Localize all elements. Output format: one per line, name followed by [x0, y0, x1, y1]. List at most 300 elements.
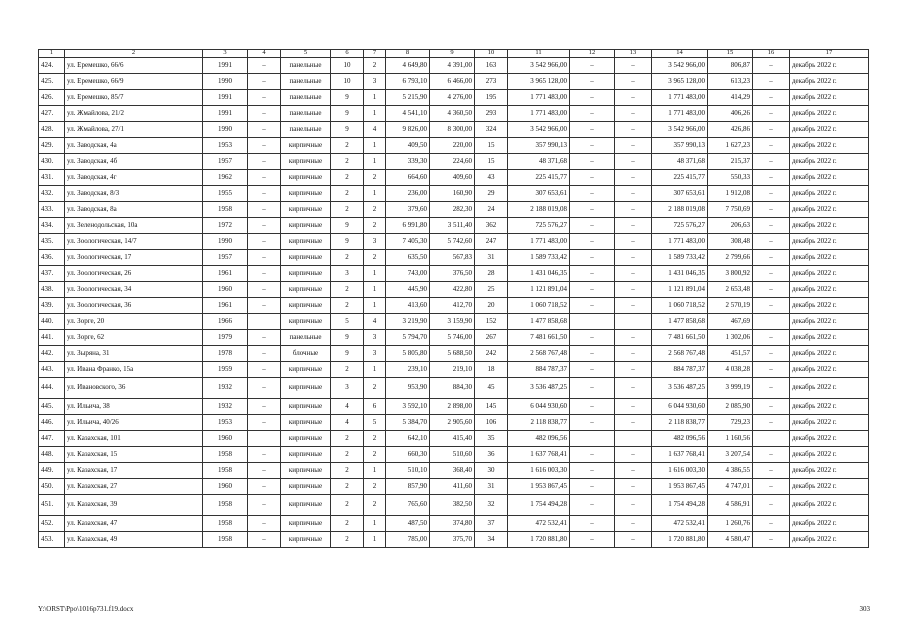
total-cost-cell: 1 771 483,00 — [508, 106, 570, 122]
year-built-cell: 1991 — [203, 58, 248, 74]
address-cell: ул. Зоологическая, 36 — [65, 298, 203, 314]
cost-per-sqm-cell: 3 800,92 — [708, 266, 753, 282]
residents-cell: 28 — [475, 266, 508, 282]
year-built-cell: 1958 — [203, 495, 248, 516]
residents-cell: 20 — [475, 298, 508, 314]
year-renovated-cell: – — [248, 58, 281, 74]
fund-cost-cell — [570, 314, 615, 330]
wall-material-cell: кирпичные — [281, 202, 331, 218]
deadline-cell: декабрь 2022 г. — [790, 250, 869, 266]
total-area-cell: 785,00 — [386, 532, 430, 548]
wall-material-cell: кирпичные — [281, 415, 331, 431]
address-cell: ул. Ильича, 40/26 — [65, 415, 203, 431]
table-row — [39, 122, 869, 138]
extra-cost-cell: – — [753, 495, 790, 516]
budget-cost-cell: – — [615, 298, 652, 314]
floors-cell: 2 — [331, 516, 364, 532]
column-number-header: 9 — [430, 50, 475, 58]
extra-cost-cell: – — [753, 346, 790, 362]
total-cost-cell: 3 542 966,00 — [508, 122, 570, 138]
address-cell: ул. Еремешко, 85/7 — [65, 90, 203, 106]
year-built-cell: 1990 — [203, 234, 248, 250]
living-area-cell: 376,50 — [430, 266, 475, 282]
table-row — [39, 218, 869, 234]
total-cost-cell: 3 542 966,00 — [508, 58, 570, 74]
year-built-cell: 1991 — [203, 106, 248, 122]
row-number-cell: 436. — [39, 250, 65, 266]
owners-cost-cell: 7 481 661,50 — [652, 330, 708, 346]
cost-per-sqm-cell: 613,23 — [708, 74, 753, 90]
living-area-cell: 411,60 — [430, 479, 475, 495]
fund-cost-cell: – — [570, 234, 615, 250]
entrances-cell: 2 — [364, 431, 386, 447]
living-area-cell: 282,30 — [430, 202, 475, 218]
total-area-cell: 236,00 — [386, 186, 430, 202]
residents-cell: 45 — [475, 378, 508, 399]
cost-per-sqm-cell: 2 085,90 — [708, 399, 753, 415]
column-number-header: 8 — [386, 50, 430, 58]
wall-material-cell: кирпичные — [281, 282, 331, 298]
deadline-cell: декабрь 2022 г. — [790, 495, 869, 516]
budget-cost-cell: – — [615, 282, 652, 298]
total-cost-cell: 1 637 768,41 — [508, 447, 570, 463]
total-area-cell: 3 592,10 — [386, 399, 430, 415]
total-cost-cell: 2 568 767,48 — [508, 346, 570, 362]
address-cell: ул. Зоологическая, 17 — [65, 250, 203, 266]
address-cell: ул. Еремешко, 66/9 — [65, 74, 203, 90]
total-area-cell: 487,50 — [386, 516, 430, 532]
entrances-cell: 5 — [364, 415, 386, 431]
extra-cost-cell: – — [753, 138, 790, 154]
fund-cost-cell: – — [570, 378, 615, 399]
column-number-header: 15 — [708, 50, 753, 58]
year-built-cell: 1961 — [203, 298, 248, 314]
owners-cost-cell: 1 589 733,42 — [652, 250, 708, 266]
table-row — [39, 58, 869, 74]
row-number-cell: 443. — [39, 362, 65, 378]
year-renovated-cell: – — [248, 154, 281, 170]
floors-cell: 2 — [331, 495, 364, 516]
deadline-cell: декабрь 2022 г. — [790, 122, 869, 138]
address-cell: ул. Казахская, 39 — [65, 495, 203, 516]
year-renovated-cell: – — [248, 479, 281, 495]
living-area-cell: 8 300,00 — [430, 122, 475, 138]
cost-per-sqm-cell: 1 160,56 — [708, 431, 753, 447]
budget-cost-cell: – — [615, 378, 652, 399]
floors-cell: 2 — [331, 532, 364, 548]
total-area-cell: 4 541,10 — [386, 106, 430, 122]
year-renovated-cell: – — [248, 122, 281, 138]
extra-cost-cell — [753, 314, 790, 330]
year-built-cell: 1966 — [203, 314, 248, 330]
living-area-cell: 2 905,60 — [430, 415, 475, 431]
fund-cost-cell: – — [570, 122, 615, 138]
year-built-cell: 1960 — [203, 479, 248, 495]
residents-cell: 35 — [475, 431, 508, 447]
floors-cell: 2 — [331, 298, 364, 314]
total-area-cell: 3 219,90 — [386, 314, 430, 330]
residents-cell: 24 — [475, 202, 508, 218]
owners-cost-cell: 1 637 768,41 — [652, 447, 708, 463]
entrances-cell: 3 — [364, 330, 386, 346]
total-cost-cell: 307 653,61 — [508, 186, 570, 202]
wall-material-cell: кирпичные — [281, 266, 331, 282]
address-cell: ул. Зоологическая, 34 — [65, 282, 203, 298]
residents-cell: 25 — [475, 282, 508, 298]
deadline-cell: декабрь 2022 г. — [790, 202, 869, 218]
table-row — [39, 202, 869, 218]
floors-cell: 10 — [331, 58, 364, 74]
residents-cell: 195 — [475, 90, 508, 106]
wall-material-cell: кирпичные — [281, 362, 331, 378]
total-area-cell: 7 405,30 — [386, 234, 430, 250]
entrances-cell: 3 — [364, 346, 386, 362]
cost-per-sqm-cell: 729,23 — [708, 415, 753, 431]
table-row — [39, 170, 869, 186]
table-row — [39, 250, 869, 266]
living-area-cell: 884,30 — [430, 378, 475, 399]
deadline-cell: декабрь 2022 г. — [790, 479, 869, 495]
entrances-cell: 1 — [364, 90, 386, 106]
year-built-cell: 1958 — [203, 202, 248, 218]
year-renovated-cell: – — [248, 90, 281, 106]
address-cell: ул. Ивановского, 36 — [65, 378, 203, 399]
budget-cost-cell — [615, 431, 652, 447]
residents-cell: 15 — [475, 154, 508, 170]
budget-cost-cell: – — [615, 266, 652, 282]
fund-cost-cell: – — [570, 362, 615, 378]
table-row — [39, 106, 869, 122]
wall-material-cell: кирпичные — [281, 234, 331, 250]
wall-material-cell: блочные — [281, 346, 331, 362]
table-row — [39, 431, 869, 447]
fund-cost-cell: – — [570, 58, 615, 74]
total-cost-cell: 1 754 494,28 — [508, 495, 570, 516]
floors-cell: 9 — [331, 218, 364, 234]
deadline-cell: декабрь 2022 г. — [790, 431, 869, 447]
floors-cell: 2 — [331, 463, 364, 479]
owners-cost-cell: 482 096,56 — [652, 431, 708, 447]
year-built-cell: 1958 — [203, 516, 248, 532]
fund-cost-cell: – — [570, 282, 615, 298]
budget-cost-cell: – — [615, 362, 652, 378]
wall-material-cell: кирпичные — [281, 218, 331, 234]
floors-cell: 4 — [331, 415, 364, 431]
total-area-cell: 6 991,80 — [386, 218, 430, 234]
table-row — [39, 447, 869, 463]
fund-cost-cell: – — [570, 495, 615, 516]
entrances-cell: 1 — [364, 186, 386, 202]
row-number-cell: 428. — [39, 122, 65, 138]
fund-cost-cell: – — [570, 447, 615, 463]
residents-cell: 15 — [475, 138, 508, 154]
budget-cost-cell: – — [615, 330, 652, 346]
budget-cost-cell: – — [615, 58, 652, 74]
address-cell: ул. Еремешко, 66/6 — [65, 58, 203, 74]
budget-cost-cell: – — [615, 218, 652, 234]
extra-cost-cell: – — [753, 282, 790, 298]
address-cell: ул. Заводская, 4г — [65, 170, 203, 186]
living-area-cell: 3 159,90 — [430, 314, 475, 330]
cost-per-sqm-cell: 7 750,69 — [708, 202, 753, 218]
total-area-cell: 660,30 — [386, 447, 430, 463]
column-number-header: 14 — [652, 50, 708, 58]
column-number-header: 7 — [364, 50, 386, 58]
column-number-row — [39, 50, 869, 58]
living-area-cell: 3 511,40 — [430, 218, 475, 234]
entrances-cell: 3 — [364, 234, 386, 250]
page-number: 303 — [859, 605, 870, 613]
deadline-cell: декабрь 2022 г. — [790, 234, 869, 250]
owners-cost-cell: 357 990,13 — [652, 138, 708, 154]
owners-cost-cell: 1 720 881,80 — [652, 532, 708, 548]
total-cost-cell: 48 371,68 — [508, 154, 570, 170]
cost-per-sqm-cell: 4 038,28 — [708, 362, 753, 378]
floors-cell: 2 — [331, 362, 364, 378]
year-renovated-cell: – — [248, 447, 281, 463]
wall-material-cell: кирпичные — [281, 399, 331, 415]
cost-per-sqm-cell: 1 302,06 — [708, 330, 753, 346]
column-number-header: 5 — [281, 50, 331, 58]
extra-cost-cell: – — [753, 378, 790, 399]
living-area-cell: 375,70 — [430, 532, 475, 548]
total-area-cell: 953,90 — [386, 378, 430, 399]
deadline-cell: декабрь 2022 г. — [790, 218, 869, 234]
row-number-cell: 453. — [39, 532, 65, 548]
year-built-cell: 1932 — [203, 378, 248, 399]
year-built-cell: 1932 — [203, 399, 248, 415]
year-renovated-cell: – — [248, 463, 281, 479]
owners-cost-cell: 1 771 483,00 — [652, 90, 708, 106]
residents-cell: 324 — [475, 122, 508, 138]
deadline-cell: декабрь 2022 г. — [790, 90, 869, 106]
year-built-cell: 1962 — [203, 170, 248, 186]
extra-cost-cell: – — [753, 479, 790, 495]
address-cell: ул. Заводская, 8/3 — [65, 186, 203, 202]
fund-cost-cell: – — [570, 186, 615, 202]
year-renovated-cell — [248, 314, 281, 330]
floors-cell: 2 — [331, 250, 364, 266]
fund-cost-cell: – — [570, 202, 615, 218]
address-cell: ул. Казахская, 49 — [65, 532, 203, 548]
floors-cell: 4 — [331, 399, 364, 415]
budget-cost-cell: – — [615, 479, 652, 495]
extra-cost-cell: – — [753, 250, 790, 266]
owners-cost-cell: 1 121 891,04 — [652, 282, 708, 298]
year-built-cell: 1990 — [203, 122, 248, 138]
address-cell: ул. Зорге, 62 — [65, 330, 203, 346]
deadline-cell: декабрь 2022 г. — [790, 378, 869, 399]
cost-per-sqm-cell: 426,86 — [708, 122, 753, 138]
floors-cell: 3 — [331, 266, 364, 282]
total-cost-cell: 1 477 858,68 — [508, 314, 570, 330]
wall-material-cell: кирпичные — [281, 154, 331, 170]
budget-cost-cell: – — [615, 202, 652, 218]
extra-cost-cell: – — [753, 202, 790, 218]
cost-per-sqm-cell: 1 912,08 — [708, 186, 753, 202]
row-number-cell: 425. — [39, 74, 65, 90]
deadline-cell: декабрь 2022 г. — [790, 106, 869, 122]
living-area-cell: 412,70 — [430, 298, 475, 314]
living-area-cell: 382,50 — [430, 495, 475, 516]
address-cell: ул. Зорге, 20 — [65, 314, 203, 330]
living-area-cell: 5 742,60 — [430, 234, 475, 250]
total-cost-cell: 357 990,13 — [508, 138, 570, 154]
extra-cost-cell: – — [753, 234, 790, 250]
entrances-cell: 6 — [364, 399, 386, 415]
year-built-cell: 1972 — [203, 218, 248, 234]
residents-cell: 362 — [475, 218, 508, 234]
wall-material-cell: кирпичные — [281, 170, 331, 186]
cost-per-sqm-cell: 550,33 — [708, 170, 753, 186]
living-area-cell: 6 466,00 — [430, 74, 475, 90]
entrances-cell: 4 — [364, 122, 386, 138]
deadline-cell: декабрь 2022 г. — [790, 186, 869, 202]
living-area-cell: 4 391,00 — [430, 58, 475, 74]
row-number-cell: 433. — [39, 202, 65, 218]
year-renovated-cell: – — [248, 516, 281, 532]
year-renovated-cell: – — [248, 532, 281, 548]
residents-cell: 247 — [475, 234, 508, 250]
fund-cost-cell: – — [570, 218, 615, 234]
year-built-cell: 1953 — [203, 415, 248, 431]
row-number-cell: 444. — [39, 378, 65, 399]
total-cost-cell: 725 576,27 — [508, 218, 570, 234]
owners-cost-cell: 3 542 966,00 — [652, 122, 708, 138]
budget-cost-cell: – — [615, 399, 652, 415]
row-number-cell: 437. — [39, 266, 65, 282]
extra-cost-cell: – — [753, 298, 790, 314]
address-cell: ул. Казахская, 47 — [65, 516, 203, 532]
living-area-cell: 4 360,50 — [430, 106, 475, 122]
floors-cell: 5 — [331, 314, 364, 330]
year-renovated-cell: – — [248, 138, 281, 154]
total-area-cell: 409,50 — [386, 138, 430, 154]
total-area-cell: 9 826,00 — [386, 122, 430, 138]
year-renovated-cell: – — [248, 298, 281, 314]
floors-cell: 2 — [331, 186, 364, 202]
entrances-cell: 1 — [364, 282, 386, 298]
deadline-cell: декабрь 2022 г. — [790, 463, 869, 479]
year-built-cell: 1960 — [203, 282, 248, 298]
year-built-cell: 1958 — [203, 447, 248, 463]
entrances-cell: 2 — [364, 218, 386, 234]
total-area-cell: 339,30 — [386, 154, 430, 170]
owners-cost-cell: 1 953 867,45 — [652, 479, 708, 495]
cost-per-sqm-cell: 467,69 — [708, 314, 753, 330]
row-number-cell: 438. — [39, 282, 65, 298]
cost-per-sqm-cell: 1 627,23 — [708, 138, 753, 154]
row-number-cell: 448. — [39, 447, 65, 463]
living-area-cell: 2 898,00 — [430, 399, 475, 415]
owners-cost-cell: 6 044 930,60 — [652, 399, 708, 415]
extra-cost-cell: – — [753, 90, 790, 106]
year-renovated-cell: – — [248, 362, 281, 378]
wall-material-cell: кирпичные — [281, 479, 331, 495]
year-renovated-cell: – — [248, 415, 281, 431]
total-area-cell: 445,90 — [386, 282, 430, 298]
total-cost-cell: 884 787,37 — [508, 362, 570, 378]
floors-cell: 9 — [331, 234, 364, 250]
wall-material-cell: кирпичные — [281, 378, 331, 399]
residents-cell: 31 — [475, 250, 508, 266]
deadline-cell: декабрь 2022 г. — [790, 282, 869, 298]
fund-cost-cell: – — [570, 266, 615, 282]
entrances-cell: 1 — [364, 463, 386, 479]
row-number-cell: 434. — [39, 218, 65, 234]
wall-material-cell: кирпичные — [281, 447, 331, 463]
table-row — [39, 90, 869, 106]
deadline-cell: декабрь 2022 г. — [790, 58, 869, 74]
living-area-cell: 4 276,00 — [430, 90, 475, 106]
year-renovated-cell — [248, 431, 281, 447]
year-built-cell: 1957 — [203, 250, 248, 266]
living-area-cell: 219,10 — [430, 362, 475, 378]
budget-cost-cell: – — [615, 250, 652, 266]
year-built-cell: 1955 — [203, 186, 248, 202]
total-area-cell: 635,50 — [386, 250, 430, 266]
budget-cost-cell — [615, 314, 652, 330]
entrances-cell: 1 — [364, 106, 386, 122]
column-number-header: 13 — [615, 50, 652, 58]
wall-material-cell: кирпичные — [281, 314, 331, 330]
table-row — [39, 415, 869, 431]
deadline-cell: декабрь 2022 г. — [790, 298, 869, 314]
row-number-cell: 441. — [39, 330, 65, 346]
total-area-cell: 5 384,70 — [386, 415, 430, 431]
address-cell: ул. Ильича, 38 — [65, 399, 203, 415]
entrances-cell: 2 — [364, 202, 386, 218]
total-cost-cell: 482 096,56 — [508, 431, 570, 447]
entrances-cell: 2 — [364, 250, 386, 266]
residents-cell: 145 — [475, 399, 508, 415]
year-renovated-cell: – — [248, 170, 281, 186]
total-cost-cell: 1 589 733,42 — [508, 250, 570, 266]
cost-per-sqm-cell: 4 586,91 — [708, 495, 753, 516]
total-cost-cell: 1 616 003,30 — [508, 463, 570, 479]
row-number-cell: 452. — [39, 516, 65, 532]
extra-cost-cell: – — [753, 415, 790, 431]
budget-cost-cell: – — [615, 532, 652, 548]
row-number-cell: 440. — [39, 314, 65, 330]
extra-cost-cell: – — [753, 362, 790, 378]
total-area-cell: 5 794,70 — [386, 330, 430, 346]
living-area-cell: 415,40 — [430, 431, 475, 447]
address-cell: ул. Ивана Франко, 15а — [65, 362, 203, 378]
fund-cost-cell: – — [570, 479, 615, 495]
budget-cost-cell: – — [615, 447, 652, 463]
row-number-cell: 445. — [39, 399, 65, 415]
total-area-cell: 642,10 — [386, 431, 430, 447]
fund-cost-cell: – — [570, 415, 615, 431]
table-row — [39, 154, 869, 170]
fund-cost-cell: – — [570, 330, 615, 346]
residents-cell: 242 — [475, 346, 508, 362]
cost-per-sqm-cell: 2 653,48 — [708, 282, 753, 298]
table-row — [39, 479, 869, 495]
extra-cost-cell: – — [753, 186, 790, 202]
cost-per-sqm-cell: 2 799,66 — [708, 250, 753, 266]
entrances-cell: 1 — [364, 298, 386, 314]
table-row — [39, 298, 869, 314]
deadline-cell: декабрь 2022 г. — [790, 314, 869, 330]
address-cell: ул. Заводская, 4а — [65, 138, 203, 154]
row-number-cell: 429. — [39, 138, 65, 154]
budget-cost-cell: – — [615, 106, 652, 122]
deadline-cell: декабрь 2022 г. — [790, 330, 869, 346]
living-area-cell: 567,83 — [430, 250, 475, 266]
deadline-cell: декабрь 2022 г. — [790, 516, 869, 532]
